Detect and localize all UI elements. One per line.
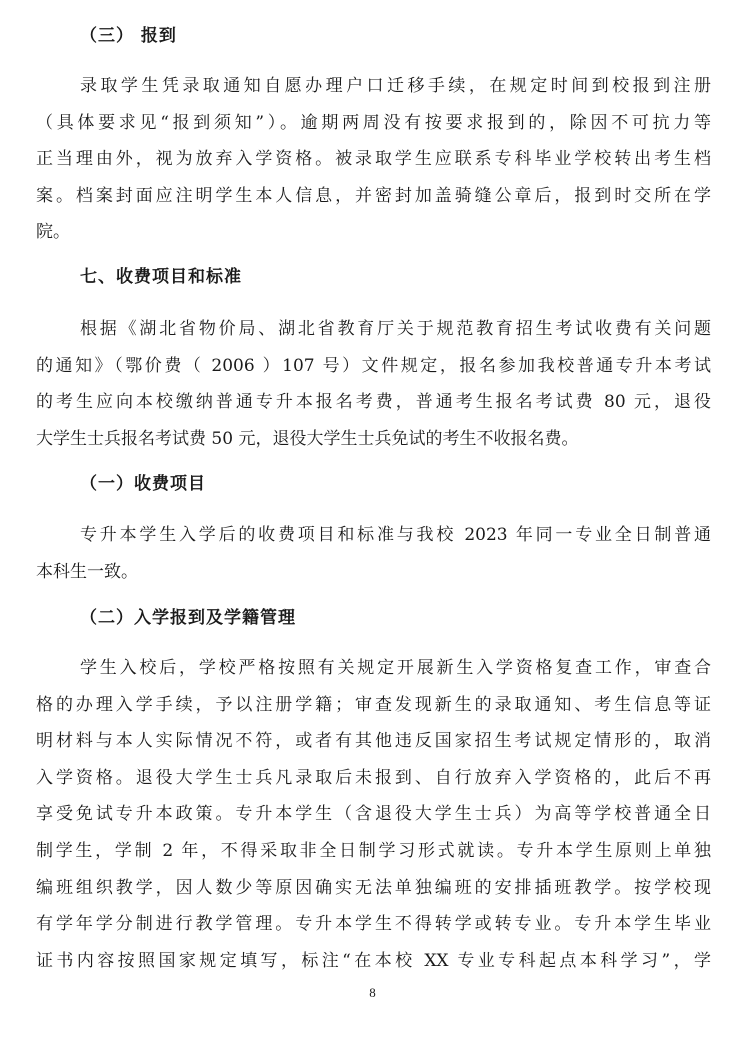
paragraph-line: 享受免试专升本政策。专升本学生（含退役大学生士兵）为高等学校普通全日 [36,804,711,825]
paragraph-line: 明材料与本人实际情况不符，或者有其他违反国家招生考试规定情形的，取消 [36,731,711,752]
section-heading-fees: 七、收费项目和标准 [80,267,242,287]
paragraph-line: （具体要求见“报到须知”）。逾期两周没有按要求报到的，除因不可抗力等 [36,112,711,133]
paragraph-line: 编班组织教学，因人数少等原因确实无法单独编班的安排插班教学。按学校现 [36,877,711,898]
paragraph-line: 院。 [36,222,70,243]
paragraph-fees [36,311,711,457]
paragraph-line: 案。档案封面应注明学生本人信息，并密封加盖骑缝公章后，报到时交所在学 [36,185,711,206]
section-heading-fee-items: （一）收费项目 [80,474,206,494]
paragraph-line: 的考生应向本校缴纳普通专升本报名考费，普通考生报名考试费 80 元，退役 [36,392,711,413]
paragraph-line: 录取学生凭录取通知自愿办理户口迁移手续，在规定时间到校报到注册 [80,76,711,96]
paragraph-line: 证书内容按照国家规定填写，标注“在本校 XX 专业专科起点本科学习”，学 [36,950,711,971]
paragraph-line: 入学资格。退役大学生士兵凡录取后未报到、自行放弃入学资格的，此后不再 [36,767,711,788]
paragraph-line: 正当理由外，视为放弃入学资格。被录取学生应联系专科毕业学校转出考生档 [36,149,711,170]
paragraph-line: 大学生士兵报名考试费 50 元，退役大学生士兵免试的考生不收报名费。 [36,428,579,449]
paragraph-enrollment [36,650,711,979]
page-number: 8 [369,985,376,1000]
paragraph-registration [36,68,711,251]
paragraph-fee-items [36,517,711,590]
section-heading-registration: （三） 报到 [80,26,177,46]
section-heading-enrollment: （二）入学报到及学籍管理 [80,608,296,628]
paragraph-line: 有学年学分制进行教学管理。专升本学生不得转学或转专业。专升本学生毕业 [36,914,711,935]
paragraph-line: 根据《湖北省物价局、湖北省教育厅关于规范教育招生考试收费有关问题 [80,319,711,339]
paragraph-line: 格的办理入学手续，予以注册学籍；审查发现新生的录取通知、考生信息等证 [36,694,711,715]
paragraph-line: 制学生，学制 2 年，不得采取非全日制学习形式就读。专升本学生原则上单独 [36,840,711,861]
paragraph-line: 的通知》（鄂价费（ 2006 ）107 号）文件规定，报名参加我校普通专升本考试 [36,355,711,376]
paragraph-line: 本科生一致。 [36,561,138,582]
paragraph-line: 专升本学生入学后的收费项目和标准与我校 2023 年同一专业全日制普通 [80,525,711,545]
paragraph-line: 学生入校后，学校严格按照有关规定开展新生入学资格复查工作，审查合 [80,658,711,678]
